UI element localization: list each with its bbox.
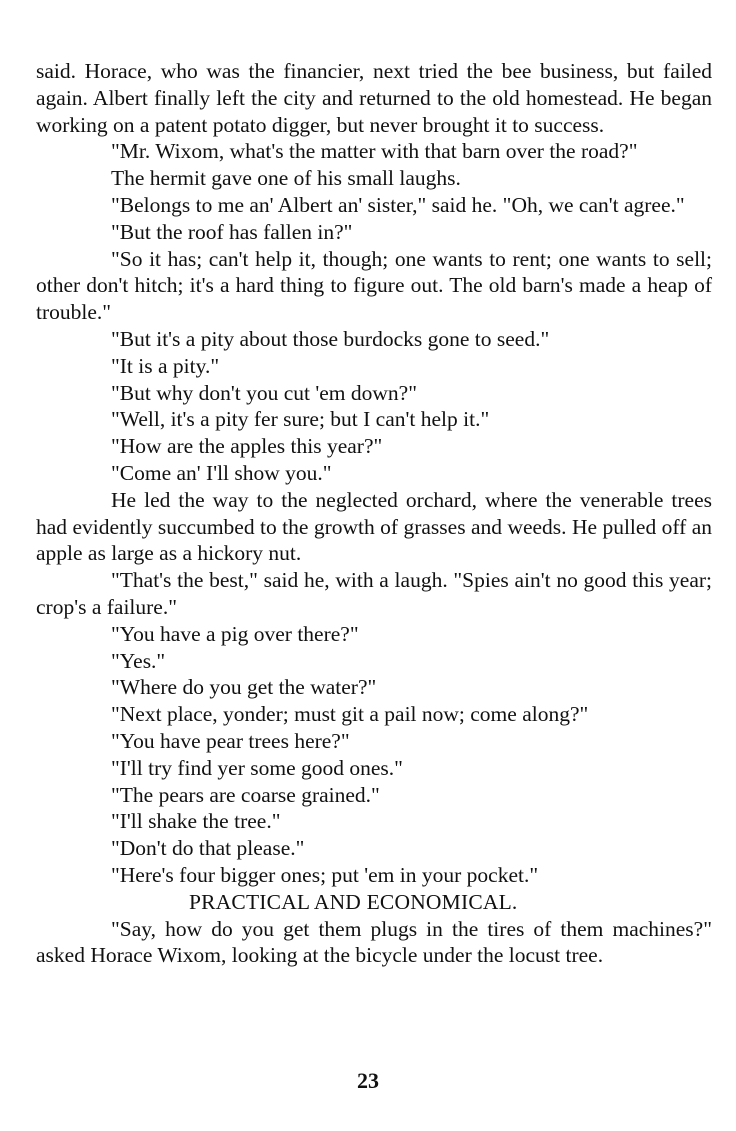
paragraph: "Where do you get the water?" — [111, 675, 377, 700]
paragraph: "You have pear trees here?" — [111, 728, 350, 753]
page-body — [36, 58, 712, 969]
paragraph: "I'll try find yer some good ones." — [111, 755, 403, 780]
section-heading: PRACTICAL AND ECONOMICAL. — [189, 889, 518, 914]
paragraph: said. Horace, who was the financier, next tried the bee business, but failed again. Albert finally left the city and returned to the old homestead. He began working on a patent potato digger, but never brought it to success. — [36, 59, 712, 137]
paragraph: "Belongs to me an' Albert an' sister," said he. "Oh, we can't agree." — [111, 192, 685, 217]
paragraph: "It is a pity." — [111, 353, 220, 378]
paragraph: He led the way to the neglected orchard, where the venerable trees had evidently succumbed to the growth of grasses and weeds. He pulled off an apple as large as a hickory nut. — [36, 487, 712, 566]
paragraph: "But it's a pity about those burdocks gone to seed." — [111, 326, 550, 351]
paragraph: "Next place, yonder; must git a pail now; come along?" — [111, 702, 589, 727]
paragraph: "But why don't you cut 'em down?" — [111, 380, 417, 405]
paragraph: "Come an' I'll show you." — [111, 460, 332, 485]
paragraph: "Yes." — [111, 648, 166, 673]
paragraph: The hermit gave one of his small laughs. — [111, 166, 461, 191]
paragraph: "Say, how do you get them plugs in the tires of them machines?" asked Horace Wixom, looking at the bicycle under the locust tree. — [36, 916, 712, 968]
paragraph: "Well, it's a pity fer sure; but I can't help it." — [111, 407, 490, 432]
paragraph: "I'll shake the tree." — [111, 809, 281, 834]
paragraph: "So it has; can't help it, though; one wants to rent; one wants to sell; other don't hitch; it's a hard thing to figure out. The old barn's made a heap of trouble." — [36, 246, 712, 325]
paragraph: "The pears are coarse grained." — [111, 782, 380, 807]
paragraph: "Mr. Wixom, what's the matter with that barn over the road?" — [111, 139, 638, 164]
paragraph: "But the roof has fallen in?" — [111, 219, 353, 244]
paragraph: "Here's four bigger ones; put 'em in your pocket." — [111, 862, 539, 887]
paragraph: "You have a pig over there?" — [111, 621, 359, 646]
page-number: 23 — [357, 1068, 379, 1093]
paragraph: "How are the apples this year?" — [111, 434, 383, 459]
paragraph: "That's the best," said he, with a laugh. "Spies ain't no good this year; crop's a failure." — [36, 568, 712, 619]
paragraph: "Don't do that please." — [111, 836, 305, 861]
